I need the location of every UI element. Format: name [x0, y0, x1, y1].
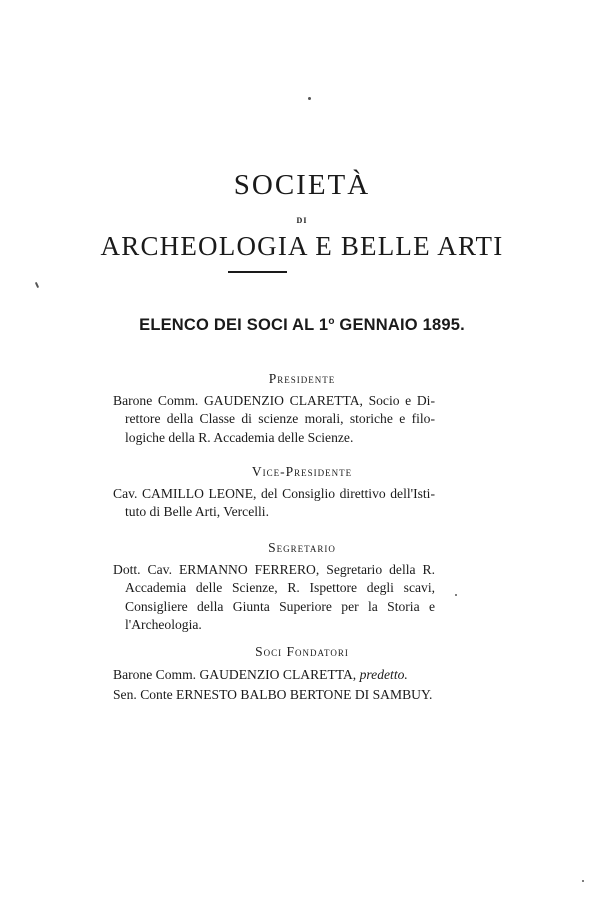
founder-note: predetto. [359, 667, 408, 682]
print-speck [455, 594, 457, 596]
heading-ordinal: o [328, 316, 335, 327]
section-title-soci-fondatori: Soci Fondatori [255, 644, 349, 659]
founder-member-2: Sen. Conte ERNESTO BALBO BERTONE DI SAMBUY. [113, 687, 433, 702]
title-rule [228, 271, 287, 273]
entry-line: Dott. Cav. ERMANNO FERRERO, Segretario della R. [113, 562, 435, 577]
entry-line: Cav. CAMILLO LEONE, del Consiglio direttivo dell'Isti- [113, 486, 435, 501]
entry-line: tuto di Belle Arti, Vercelli. [125, 504, 269, 520]
section-title-presidente: Presidente [268, 371, 336, 386]
entry-line: Barone Comm. GAUDENZIO CLARETTA, Socio e Di- [113, 393, 435, 408]
members-list-heading [0, 316, 604, 335]
entry-line: Accademia delle Scienze, R. Ispettore degli scavi, [125, 580, 435, 596]
entry-vice-presidente [113, 485, 435, 522]
heading-date: GENNAIO 1895. [334, 316, 465, 334]
entry-line: l'Archeologia. [125, 616, 202, 632]
entry-presidente [113, 392, 435, 447]
entry-line: rettore della Classe di scienze morali, storiche e filo- [125, 411, 435, 427]
entry-line: logiche della R. Accademia delle Scienze. [125, 429, 354, 445]
section-title-vice-presidente: Vice-Presidente [251, 464, 353, 479]
society-subtitle: ARCHEOLOGIA E BELLE ARTI [100, 231, 504, 261]
section-title-segretario: Segretario [268, 540, 336, 555]
print-speck [582, 880, 584, 882]
print-mark [35, 282, 39, 288]
entry-segretario [113, 561, 435, 634]
heading-text: ELENCO DEI SOCI AL 1 [139, 316, 329, 334]
founder-member-1 [113, 666, 408, 684]
print-speck [308, 97, 311, 100]
entry-line: Consigliere della Giunta Superiore per la Storia e [125, 598, 435, 614]
society-title: SOCIETÀ [233, 169, 371, 201]
founder-name: Barone Comm. GAUDENZIO CLARETTA, [113, 667, 360, 682]
title-connector: DI [296, 216, 308, 225]
